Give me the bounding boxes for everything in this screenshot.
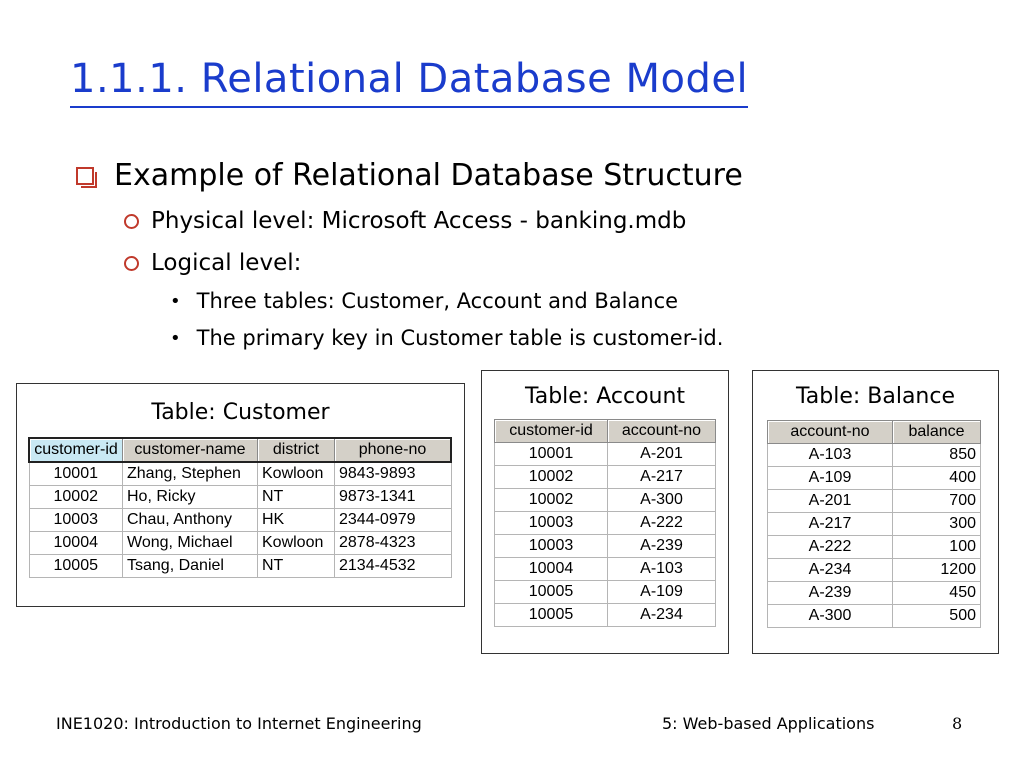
table-row xyxy=(768,513,981,536)
table-cell: A-217 xyxy=(608,466,716,489)
table-cell: 850 xyxy=(893,444,981,467)
table-row xyxy=(495,466,716,489)
table-cell: A-234 xyxy=(608,604,716,627)
table-cell: 9873-1341 xyxy=(335,486,452,509)
dot-bullet-icon: • xyxy=(170,327,181,349)
table-cell: 500 xyxy=(893,605,981,628)
table-row xyxy=(495,558,716,581)
table-cell: A-103 xyxy=(608,558,716,581)
table-cell: HK xyxy=(258,509,335,532)
balance-table-caption: Table: Balance xyxy=(795,384,956,409)
table-cell: 10004 xyxy=(495,558,608,581)
table-cell: Chau, Anthony xyxy=(123,509,258,532)
table-cell: 10002 xyxy=(495,466,608,489)
table-cell: 10003 xyxy=(495,512,608,535)
bullet-logical xyxy=(124,250,301,276)
table-cell: A-109 xyxy=(768,467,893,490)
table-row xyxy=(29,509,451,532)
column-header: district xyxy=(258,438,335,462)
table-cell: 700 xyxy=(893,490,981,513)
table-row xyxy=(768,559,981,582)
table-row xyxy=(495,443,716,466)
table-cell: A-201 xyxy=(608,443,716,466)
table-cell: A-217 xyxy=(768,513,893,536)
circle-bullet-icon xyxy=(124,214,139,229)
table-cell: A-201 xyxy=(768,490,893,513)
table-header-row xyxy=(768,421,981,444)
bullet-text: The primary key in Customer table is customer-id. xyxy=(196,326,724,350)
table-row xyxy=(768,582,981,605)
column-header: account-no xyxy=(768,421,893,444)
table-row xyxy=(29,532,451,555)
table-row xyxy=(29,486,451,509)
table-header-row xyxy=(495,420,716,443)
table-row xyxy=(768,490,981,513)
table-cell: NT xyxy=(258,555,335,578)
table-cell: 2344-0979 xyxy=(335,509,452,532)
table-cell: 10002 xyxy=(495,489,608,512)
column-header: phone-no xyxy=(335,438,452,462)
table-cell: Zhang, Stephen xyxy=(123,462,258,486)
table-cell: 9843-9893 xyxy=(335,462,452,486)
table-row xyxy=(768,467,981,490)
table-cell: 10003 xyxy=(29,509,123,532)
table-cell: 10001 xyxy=(29,462,123,486)
account-table xyxy=(494,419,716,627)
column-header: customer-id xyxy=(29,438,123,462)
table-cell: 10003 xyxy=(495,535,608,558)
table-cell: A-300 xyxy=(768,605,893,628)
square-bullet-icon xyxy=(76,167,94,185)
table-cell: 10005 xyxy=(495,581,608,604)
table-row xyxy=(495,604,716,627)
customer-table-caption: Table: Customer xyxy=(151,400,330,425)
bullet-text: Three tables: Customer, Account and Balance xyxy=(196,289,679,313)
slide-title: 1.1.1. Relational Database Model xyxy=(70,56,748,108)
table-cell: NT xyxy=(258,486,335,509)
table-row xyxy=(495,581,716,604)
table-row xyxy=(768,444,981,467)
table-cell: Kowloon xyxy=(258,462,335,486)
table-cell: Kowloon xyxy=(258,532,335,555)
table-cell: A-239 xyxy=(608,535,716,558)
table-cell: 1200 xyxy=(893,559,981,582)
table-cell: 2878-4323 xyxy=(335,532,452,555)
bullet-sub2 xyxy=(170,326,723,350)
table-cell: 2134-4532 xyxy=(335,555,452,578)
table-cell: A-103 xyxy=(768,444,893,467)
table-cell: A-234 xyxy=(768,559,893,582)
table-row xyxy=(495,512,716,535)
bullet-text: Example of Relational Database Structure xyxy=(114,158,743,193)
table-cell: A-222 xyxy=(608,512,716,535)
circle-bullet-icon xyxy=(124,256,139,271)
table-cell: 10004 xyxy=(29,532,123,555)
table-cell: A-239 xyxy=(768,582,893,605)
bullet-sub1 xyxy=(170,289,678,313)
account-table-caption: Table: Account xyxy=(524,384,686,409)
table-cell: A-300 xyxy=(608,489,716,512)
column-header: customer-id xyxy=(495,420,608,443)
table-row xyxy=(29,462,451,486)
column-header: account-no xyxy=(608,420,716,443)
footer-course: INE1020: Introduction to Internet Engineering xyxy=(56,714,422,733)
table-cell: 450 xyxy=(893,582,981,605)
table-row xyxy=(29,555,451,578)
bullet-text: Logical level: xyxy=(151,250,302,276)
footer-chapter: 5: Web-based Applications xyxy=(662,714,875,733)
table-cell: A-109 xyxy=(608,581,716,604)
table-cell: Wong, Michael xyxy=(123,532,258,555)
balance-table xyxy=(767,420,981,628)
table-row xyxy=(768,536,981,559)
table-header-row xyxy=(29,438,451,462)
bullet-level1 xyxy=(76,158,743,193)
table-row xyxy=(495,489,716,512)
table-cell: Tsang, Daniel xyxy=(123,555,258,578)
table-cell: Ho, Ricky xyxy=(123,486,258,509)
table-cell: 10005 xyxy=(495,604,608,627)
table-cell: 100 xyxy=(893,536,981,559)
table-row xyxy=(768,605,981,628)
table-cell: 10005 xyxy=(29,555,123,578)
column-header: customer-name xyxy=(123,438,258,462)
table-row xyxy=(495,535,716,558)
column-header: balance xyxy=(893,421,981,444)
dot-bullet-icon: • xyxy=(170,290,181,312)
customer-table xyxy=(28,437,452,578)
table-cell: 10002 xyxy=(29,486,123,509)
table-cell: 400 xyxy=(893,467,981,490)
bullet-physical xyxy=(124,208,686,234)
page-number: 8 xyxy=(952,714,963,733)
table-cell: A-222 xyxy=(768,536,893,559)
table-cell: 300 xyxy=(893,513,981,536)
table-cell: 10001 xyxy=(495,443,608,466)
bullet-text: Physical level: Microsoft Access - banking.mdb xyxy=(151,208,687,234)
